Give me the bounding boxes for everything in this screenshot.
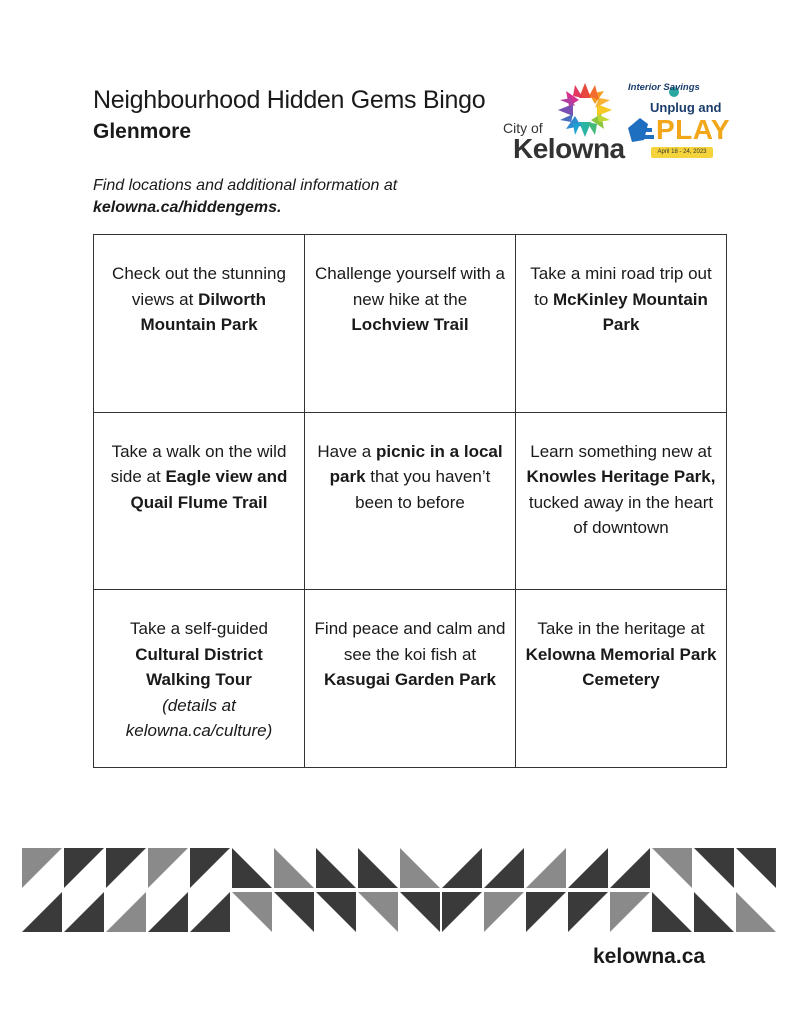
pattern-triangle xyxy=(484,892,524,932)
bingo-row xyxy=(94,235,727,413)
intro-text xyxy=(93,175,397,219)
pattern-triangle xyxy=(694,892,734,932)
pattern-triangle xyxy=(274,848,314,888)
pattern-triangle xyxy=(358,848,398,888)
pattern-triangle xyxy=(190,892,230,932)
pattern-triangle xyxy=(526,892,566,932)
bingo-row xyxy=(94,590,727,768)
pattern-triangle xyxy=(148,892,188,932)
pattern-triangle xyxy=(106,892,146,932)
pattern-triangle xyxy=(190,848,230,888)
unplug-and-text: Unplug and xyxy=(650,100,722,115)
pattern-triangle xyxy=(610,848,650,888)
bingo-board xyxy=(93,234,727,768)
interior-savings-brand: Interior Savings xyxy=(628,82,700,93)
bingo-cell-dilworth: Check out the stunning views at Dilworth Mountain Park xyxy=(94,235,305,413)
pattern-triangle xyxy=(64,848,104,888)
pattern-triangle xyxy=(232,892,272,932)
promo-date-badge: April 18 - 24, 2023 xyxy=(651,147,713,158)
bingo-cell-lochview: Challenge yourself with a new hike at the Lochview Trail xyxy=(305,235,516,413)
play-text: PLAY xyxy=(656,114,731,145)
bingo-row xyxy=(94,412,727,590)
pattern-triangle xyxy=(22,848,62,888)
decorative-triangle-pattern xyxy=(22,848,780,934)
bingo-cell-mckinley: Take a mini road trip out to McKinley Mountain Park xyxy=(516,235,727,413)
pattern-triangle xyxy=(442,892,482,932)
page-title: Neighbourhood Hidden Gems Bingo xyxy=(93,86,486,114)
pattern-triangle xyxy=(316,892,356,932)
pattern-triangle xyxy=(652,848,692,888)
pattern-triangle xyxy=(736,892,776,932)
pattern-triangle xyxy=(148,848,188,888)
kelowna-wordmark: Kelowna xyxy=(513,133,625,164)
bingo-cell-picnic: Have a picnic in a local park that you haven’t been to before xyxy=(305,412,516,590)
bingo-cell-eagle-view: Take a walk on the wild side at Eagle view and Quail Flume Trail xyxy=(94,412,305,590)
pattern-triangle xyxy=(358,892,398,932)
pattern-triangle xyxy=(610,892,650,932)
pattern-triangle xyxy=(400,848,440,888)
pattern-triangle xyxy=(568,848,608,888)
bingo-cell-kasugai: Find peace and calm and see the koi fish at Kasugai Garden Park xyxy=(305,590,516,768)
neighbourhood-subtitle: Glenmore xyxy=(93,120,192,143)
pattern-triangle xyxy=(484,848,524,888)
city-of-label: City of xyxy=(503,120,543,136)
pattern-triangle xyxy=(64,892,104,932)
hidden-gems-link[interactable]: kelowna.ca/hiddengems. xyxy=(93,199,282,216)
pattern-triangle xyxy=(442,848,482,888)
pattern-triangle xyxy=(232,848,272,888)
pattern-triangle xyxy=(400,892,440,932)
pattern-triangle xyxy=(274,892,314,932)
pattern-triangle xyxy=(736,848,776,888)
pattern-triangle xyxy=(316,848,356,888)
pattern-triangle xyxy=(568,892,608,932)
pattern-triangle xyxy=(526,848,566,888)
bingo-cell-memorial: Take in the heritage at Kelowna Memorial Park Cemetery xyxy=(516,590,727,768)
pattern-triangle xyxy=(694,848,734,888)
footer-website[interactable]: kelowna.ca xyxy=(593,945,706,968)
pattern-triangle xyxy=(106,848,146,888)
bingo-cell-knowles: Learn something new at Knowles Heritage Park, tucked away in the heart of downtown xyxy=(516,412,727,590)
pattern-triangle xyxy=(652,892,692,932)
intro-line: Find locations and additional information at xyxy=(93,177,398,194)
bingo-cell-cultural-district: Take a self-guided Cultural District Walking Tour (details at kelowna.ca/culture) xyxy=(94,590,305,768)
pattern-triangle xyxy=(22,892,62,932)
